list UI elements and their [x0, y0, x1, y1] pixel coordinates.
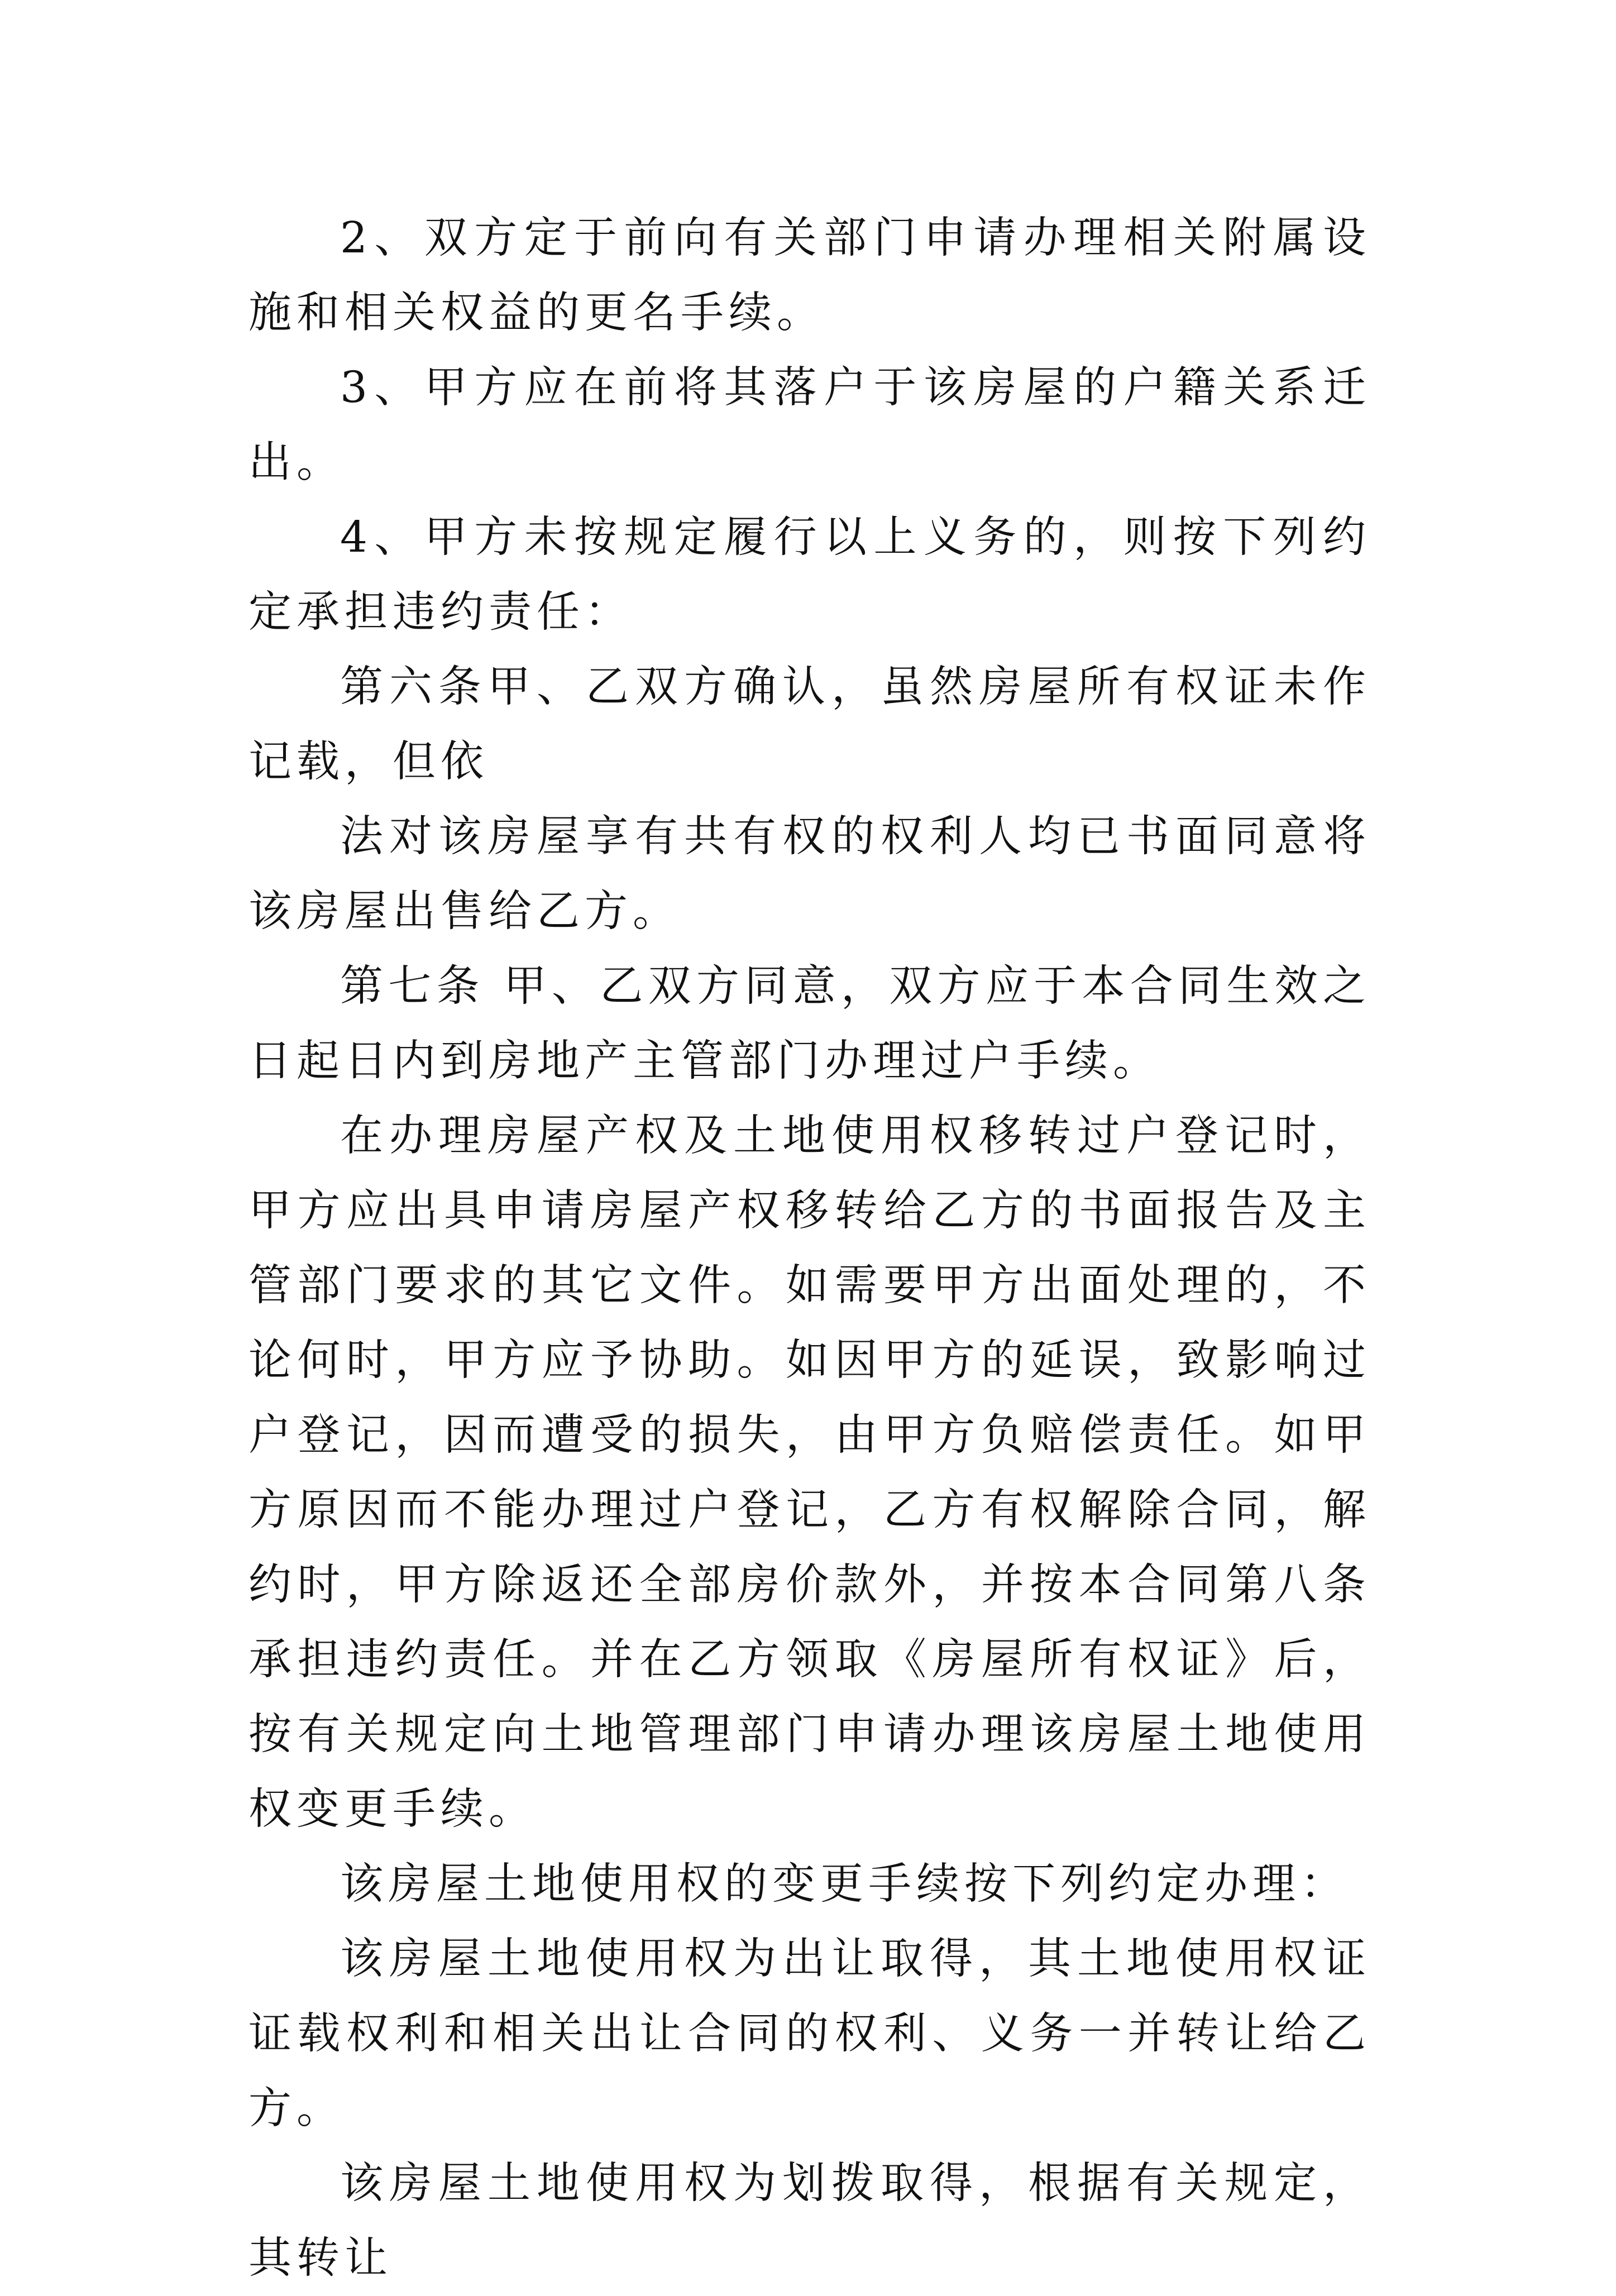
paragraph-clause-3: 3、甲方应在前将其落户于该房屋的户籍关系迁出。 [248, 363, 1371, 487]
paragraph-transfer-registration: 在办理房屋产权及土地使用权移转过户登记时，甲方应出具申请房屋产权移转给乙方的书面报告及主管部门要求的其它文件。如需要甲方出面处理的，不论何时，甲方应予协助。如因甲方的延误，致影响过户登记，因而遭受的损失，由甲方负赔偿责任。如甲方原因而不能办理过户登记，乙方有权解除合同，解约时，甲方除返还全部房价款外，并按本合同第八条承担违约责任。并在乙方领取《房屋所有权证》后，按有关规定向土地管理部门申请办理该房屋土地使用权变更手续。 [248, 1111, 1371, 1834]
paragraph-land-use-grant: 该房屋土地使用权为出让取得，其土地使用权证证载权利和相关出让合同的权利、义务一并转让给乙方。 [248, 1934, 1371, 2134]
paragraph-article-7: 第七条 甲、乙双方同意，双方应于本合同生效之日起日内到房地产主管部门办理过户手续。 [248, 962, 1371, 1086]
paragraph-article-6-continued: 法对该房屋享有共有权的权利人均已书面同意将该房屋出售给乙方。 [248, 812, 1371, 936]
document-body [248, 201, 1371, 2296]
paragraph-clause-2: 2、双方定于前向有关部门申请办理相关附属设施和相关权益的更名手续。 [248, 213, 1371, 338]
paragraph-land-use-allocation: 该房屋土地使用权为划拨取得，根据有关规定，其转让 [248, 2159, 1371, 2283]
paragraph-article-6: 第六条甲、乙双方确认，虽然房屋所有权证未作记载，但依 [248, 662, 1371, 787]
paragraph-clause-4: 4、甲方未按规定履行以上义务的，则按下列约定承担违约责任： [248, 513, 1371, 637]
paragraph-land-use-change: 该房屋土地使用权的变更手续按下列约定办理： [340, 1859, 1349, 1909]
